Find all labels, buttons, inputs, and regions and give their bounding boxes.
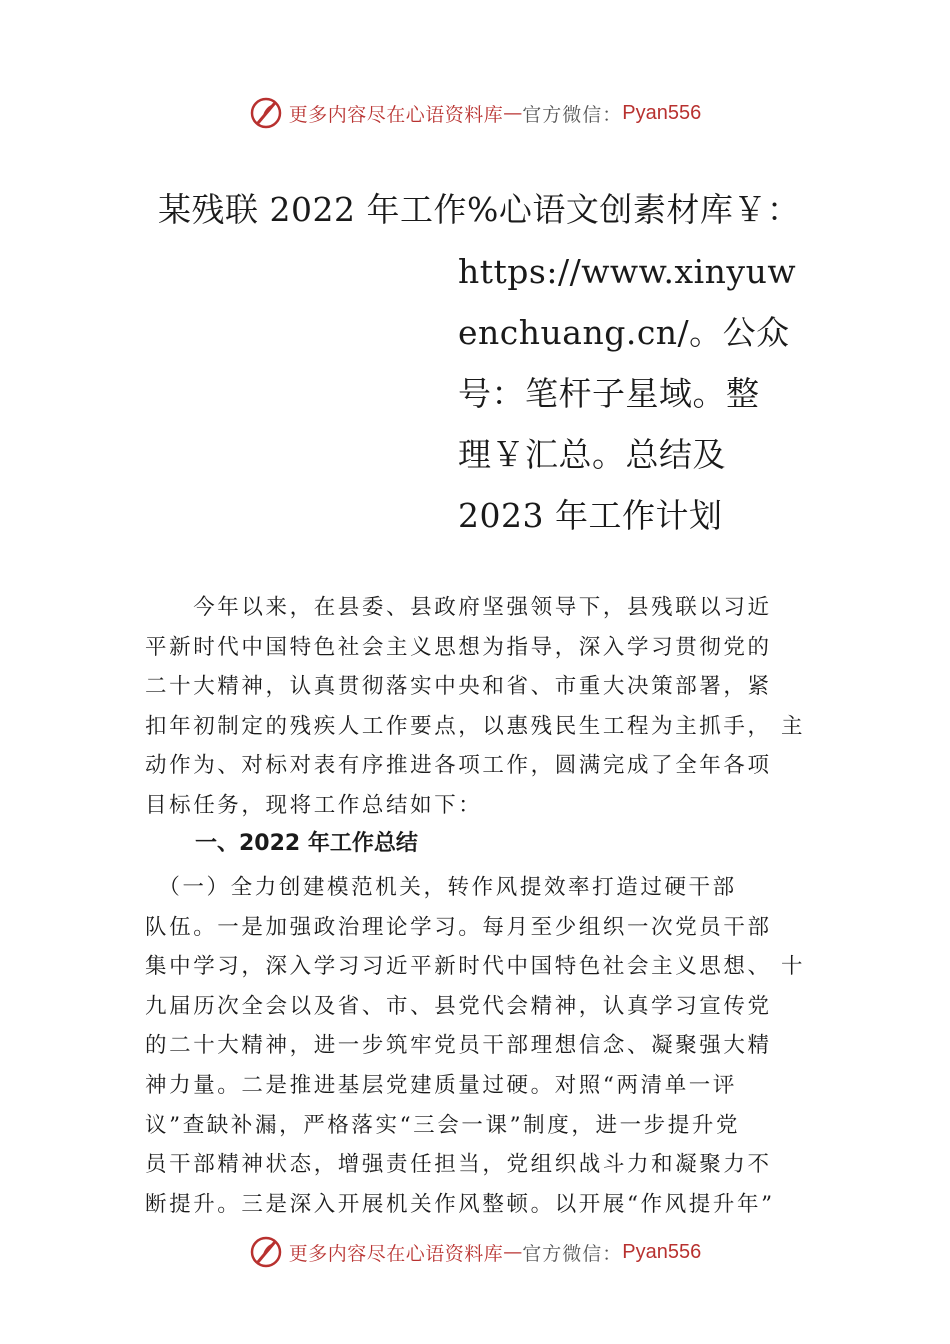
text-line: 目标任务，现将工作总结如下： [145, 792, 483, 818]
banner-text: 更多内容尽在心语资料库 [288, 103, 504, 126]
title-line: 号：笔杆子星域。整 [458, 374, 760, 413]
banner-separator: — [503, 1241, 523, 1263]
header-banner [0, 93, 950, 133]
text-line: 九届历次全会以及省、市、县党代会精神，认真学习宣传党 [145, 993, 772, 1019]
banner-wechat-label: 官方微信： [522, 1242, 623, 1265]
title-line: 理￥汇总。总结及 [458, 435, 726, 474]
title-line: https://www.xinyuw [458, 252, 797, 291]
text-line: 扣年初制定的残疾人工作要点，以惠残民生工程为主抓手， 主 [145, 713, 806, 739]
document-title: 某残联 2022 年工作%心语文创素材库￥： [158, 190, 801, 229]
text-line: （一）全力创建模范机关，转作风提效率打造过硬干部 [145, 875, 737, 900]
document-title-continuation [458, 250, 797, 555]
banner-account-id: Pyan556 [622, 1240, 702, 1263]
text-line: 二十大精神，认真贯彻落实中央和省、市重大决策部署，紧 [145, 674, 772, 700]
text-line: 动作为、对标对表有序推进各项工作，圆满完成了全年各项 [145, 753, 772, 779]
banner-separator: — [503, 102, 523, 124]
title-line: enchuang.cn/。公众 [458, 313, 790, 352]
title-line: 2023 年工作计划 [458, 496, 723, 535]
footer-banner [0, 1232, 950, 1272]
text-line: 神力量。二是推进基层党建质量过硬。对照“两清单一评 [145, 1072, 737, 1098]
section-paragraph [145, 868, 815, 1224]
section-heading: 一、2022 年工作总结 [195, 831, 418, 856]
banner-wechat-label: 官方微信： [522, 103, 623, 126]
text-line: 的二十大精神，进一步筑牢党员干部理想信念、凝聚强大精 [145, 1033, 772, 1059]
quill-pen-logo-icon [249, 1235, 283, 1269]
text-line: 员干部精神状态，增强责任担当，党组织战斗力和凝聚力不 [145, 1152, 772, 1178]
text-line: 议”查缺补漏，严格落实“三会一课”制度，进一步提升党 [145, 1112, 741, 1138]
text-line: 断提升。三是深入开展机关作风整顿。以开展“作风提升年” [145, 1191, 775, 1217]
text-line: 平新时代中国特色社会主义思想为指导，深入学习贯彻党的 [145, 634, 772, 660]
text-line: 今年以来，在县委、县政府坚强领导下，县残联以习近 [145, 595, 772, 620]
banner-account-id: Pyan556 [622, 101, 702, 124]
text-line: 集中学习，深入学习习近平新时代中国特色社会主义思想、 十 [145, 954, 806, 980]
banner-text: 更多内容尽在心语资料库 [288, 1242, 504, 1265]
text-line: 队伍。一是加强政治理论学习。每月至少组织一次党员干部 [145, 914, 772, 940]
intro-paragraph [145, 588, 815, 826]
quill-pen-logo-icon [249, 96, 283, 130]
